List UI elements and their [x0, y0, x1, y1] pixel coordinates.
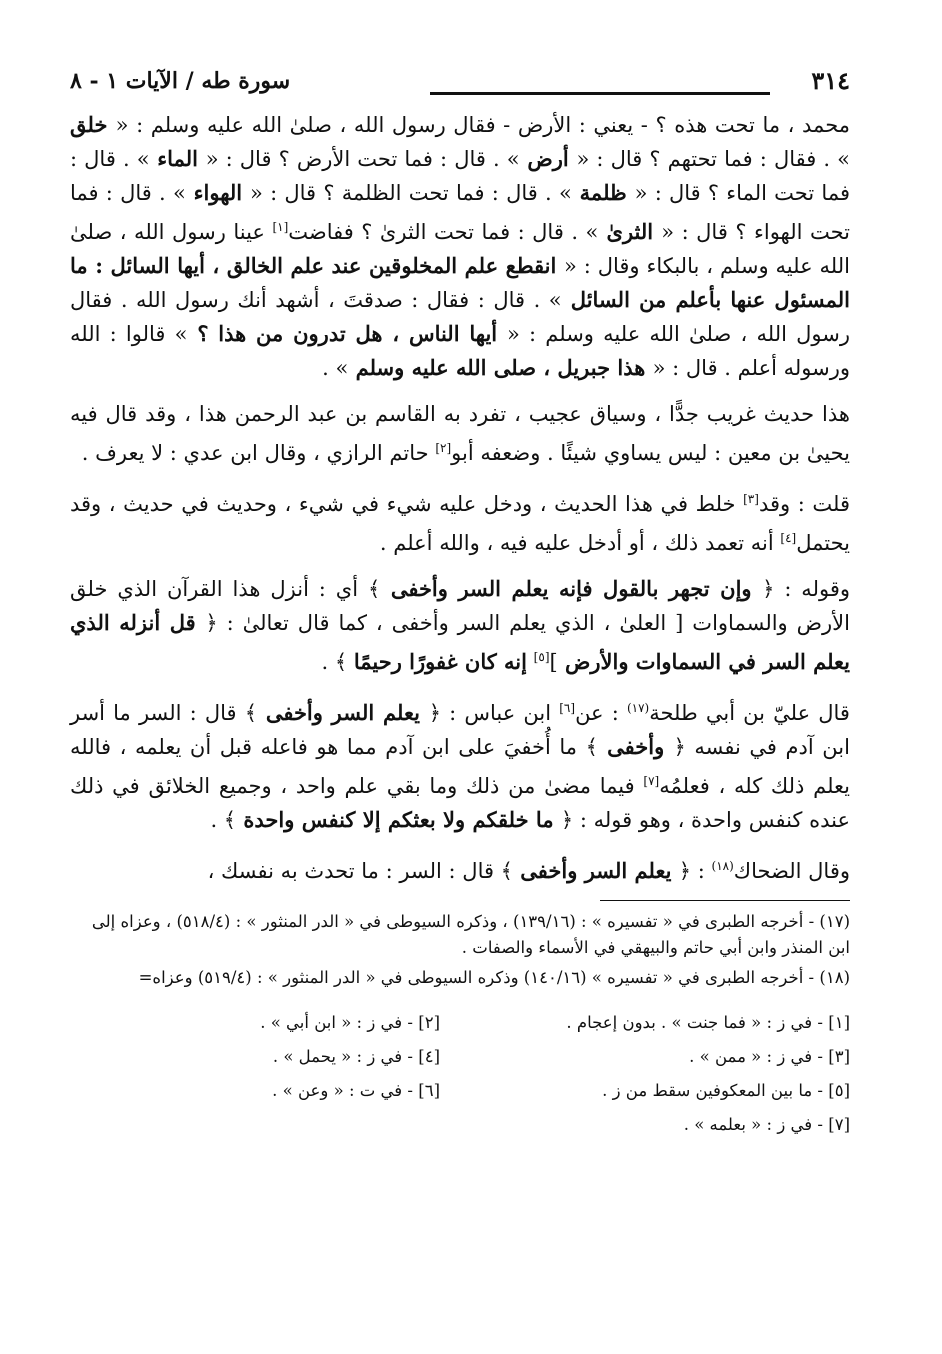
- text-segment: [527, 650, 534, 674]
- emphasis-text: يعلم السر وأخفى: [512, 858, 679, 883]
- emphasis-text: وأخفى: [597, 734, 674, 759]
- note-ref: (١٨): [711, 859, 734, 873]
- emphasis-text: قل أنزله الذي يعلم السر في السماوات والأرض: [70, 610, 850, 674]
- text-segment: ﴾ قال : السر : ما تحدث به نفسك ،: [207, 859, 513, 883]
- text-segment: فيما مضىٰ من ذلك وما بقي علم واحد ، وجميع الخلائق في ذلك عنده كنفس واحدة ، وهو قوله : ﴿: [70, 774, 850, 832]
- page-header: [70, 60, 850, 108]
- text-segment: أنه تعمد ذلك ، أو أدخل عليه فيه ، والله أعلم .: [379, 531, 781, 555]
- text-segment: وقوله : ﴿: [762, 577, 850, 601]
- variant-note: [٢] - في ز : « ابن أبي » .: [260, 1013, 440, 1032]
- text-segment: ﴾ .: [321, 650, 354, 674]
- note-ref: [٤]: [780, 531, 797, 545]
- text-segment: وقال الضحاك: [733, 859, 850, 883]
- emphasis-text: ما خلقكم ولا بعثكم إلا كنفس واحدة: [236, 807, 561, 832]
- note-ref: (١٧): [626, 701, 650, 715]
- text-segment: » . فقال : فما تحتهم ؟ قال : «: [576, 147, 850, 171]
- text-segment: : عن: [575, 701, 627, 725]
- variant-note: [٥] - ما بين المعكوفين سقط من ز .: [602, 1081, 850, 1100]
- text-segment: قال عليّ بن أبي طلحة: [649, 701, 850, 725]
- variant-note: [٣] - في ز : « ممن » .: [689, 1047, 850, 1066]
- surah-title: سورة طه / الآيات ١ - ٨: [70, 68, 291, 94]
- note-ref: [٢]: [435, 441, 452, 455]
- text-segment: ﴾ أي : أنزل هذا القرآن الذي خلق الأرض والسماوات [ العلىٰ ، الذي يعلم السر وأخفى ، كما قال تعالىٰ : ﴿: [70, 577, 850, 635]
- emphasis-text: الثرىٰ: [598, 219, 662, 244]
- emphasis-text: إنه كان غفورًا رحيمًا: [353, 649, 527, 674]
- text-segment: : ﴿: [678, 859, 712, 883]
- text-segment: » . قال : فقال : صدقتَ ، أشهد أنك رسول الله . فقال رسول الله ، صلىٰ الله عليه وسلم : «: [70, 288, 850, 346]
- text-segment: » قالوا : الله ورسوله أعلم . قال : «: [70, 322, 850, 380]
- emphasis-text: ظلمة: [571, 180, 635, 205]
- emphasis-text: أرض: [519, 146, 577, 171]
- text-segment: » . قال : فما تحت الثرىٰ ؟ ففاضت: [288, 220, 599, 244]
- text-segment: محمد ، ما تحت هذه ؟ - يعني : الأرض - فقال رسول الله ، صلىٰ الله عليه وسلم : «: [115, 113, 851, 137]
- emphasis-text: وإن تجهر بالقول فإنه يعلم السر وأخفى: [380, 576, 763, 601]
- variant-note: [٤] - في ز : « يحمل » .: [272, 1047, 440, 1066]
- text-segment: » . قال : فما تحت الهواء ؟ قال : «: [70, 181, 850, 244]
- paragraph-p3: [70, 482, 850, 560]
- note-ref: [٥]: [533, 650, 550, 664]
- text-segment: ﴾ ما أُخفيَ على ابن آدم مما هو فاعله قبل أن يعلمه ، فالله يعلم ذلك كله ، فعلمُه: [70, 735, 850, 798]
- text-segment: هذا حديث غريب جدًّا ، وسياق عجيب ، تفرد به القاسم بن عبد الرحمن هذا ، وقد قال فيه يحيىٰ بن معين : ليس يساوي شيئًا . وضعفه أبو: [70, 402, 850, 465]
- variant-note: [١] - في ز : « فما جنت » . بدون إعجام .: [566, 1013, 850, 1032]
- paragraph-p1: [70, 108, 850, 385]
- note-ref: [٣]: [743, 492, 759, 506]
- paragraph-p4: [70, 572, 850, 679]
- emphasis-text: يعلم السر وأخفى: [257, 700, 429, 725]
- footnotes: [70, 909, 850, 991]
- text-segment: ﴾ قال : السر ما أسر ابن آدم في نفسه ﴿: [70, 701, 850, 759]
- text-segment: » .: [322, 356, 349, 380]
- emphasis-text: الهواء: [185, 180, 251, 205]
- text-segment: قلت : وقد: [758, 492, 850, 516]
- emphasis-text: انقطع علم المخلوقين عند علم الخالق ، أيها السائل : ما المسئول عنها بأعلم من السائل: [70, 253, 850, 312]
- emphasis-text: خلق: [70, 112, 116, 137]
- variant-notes: [70, 1009, 850, 1139]
- page-number: ٣١٤: [811, 66, 850, 95]
- text-segment: ﴾ .: [210, 808, 237, 832]
- text-segment: حاتم الرازي ، وقال ابن عدي : لا يعرف .: [81, 441, 436, 465]
- variant-note: [٧] - في ز : « بعلمه » .: [683, 1115, 850, 1134]
- note-ref: [٧]: [643, 774, 660, 788]
- emphasis-text: الماء: [149, 146, 206, 171]
- book-page: [70, 60, 850, 1139]
- body-text: [70, 108, 850, 888]
- emphasis-text: هذا جبريل ، صلى الله عليه وسلم: [348, 355, 653, 380]
- paragraph-p6: [70, 849, 850, 888]
- footnote: (١٨) - أخرجه الطبرى في « تفسيره » (١٤٠/١٦) وذكره السيوطى في « الدر المنثور » : (٥١٩/٤) وعزاه=: [138, 968, 850, 987]
- text-segment: » . قال : فما تحت الظلمة ؟ قال : «: [250, 181, 572, 205]
- text-segment: ابن عباس : ﴿: [428, 701, 560, 725]
- footnote-separator: [600, 900, 850, 901]
- text-segment: » . قال : فما تحت الماء ؟ قال : «: [70, 147, 851, 205]
- text-segment: ]: [549, 650, 558, 674]
- text-segment: » . قال : فما تحت الأرض ؟ قال : «: [205, 147, 520, 171]
- note-ref: [٦]: [559, 701, 576, 715]
- text-segment: خلط في هذا الحديث ، ودخل عليه شيء في شيء ، وحديث في حديث ، وقد يحتمل: [70, 492, 850, 555]
- variant-note: [٦] - في ت : « وعن » .: [272, 1081, 440, 1100]
- footnote: (١٧) - أخرجه الطبرى في « تفسيره » : (١٣٩/١٦) ، وذكره السيوطى في « الدر المنثور » : (٥١٨/٤) ، وعزاه إلى ابن المنذر وابن أبي حاتم والبيهقي في الأسماء والصفات .: [91, 912, 850, 957]
- header-rule: [430, 92, 770, 95]
- text-segment: عينا رسول الله ، صلىٰ الله عليه وسلم ، بالبكاء وقال : «: [70, 220, 850, 278]
- note-ref: [١]: [272, 220, 289, 234]
- paragraph-p2: [70, 397, 850, 470]
- emphasis-text: أيها الناس ، هل تدرون من هذا ؟: [187, 321, 507, 346]
- paragraph-p5: [70, 691, 850, 837]
